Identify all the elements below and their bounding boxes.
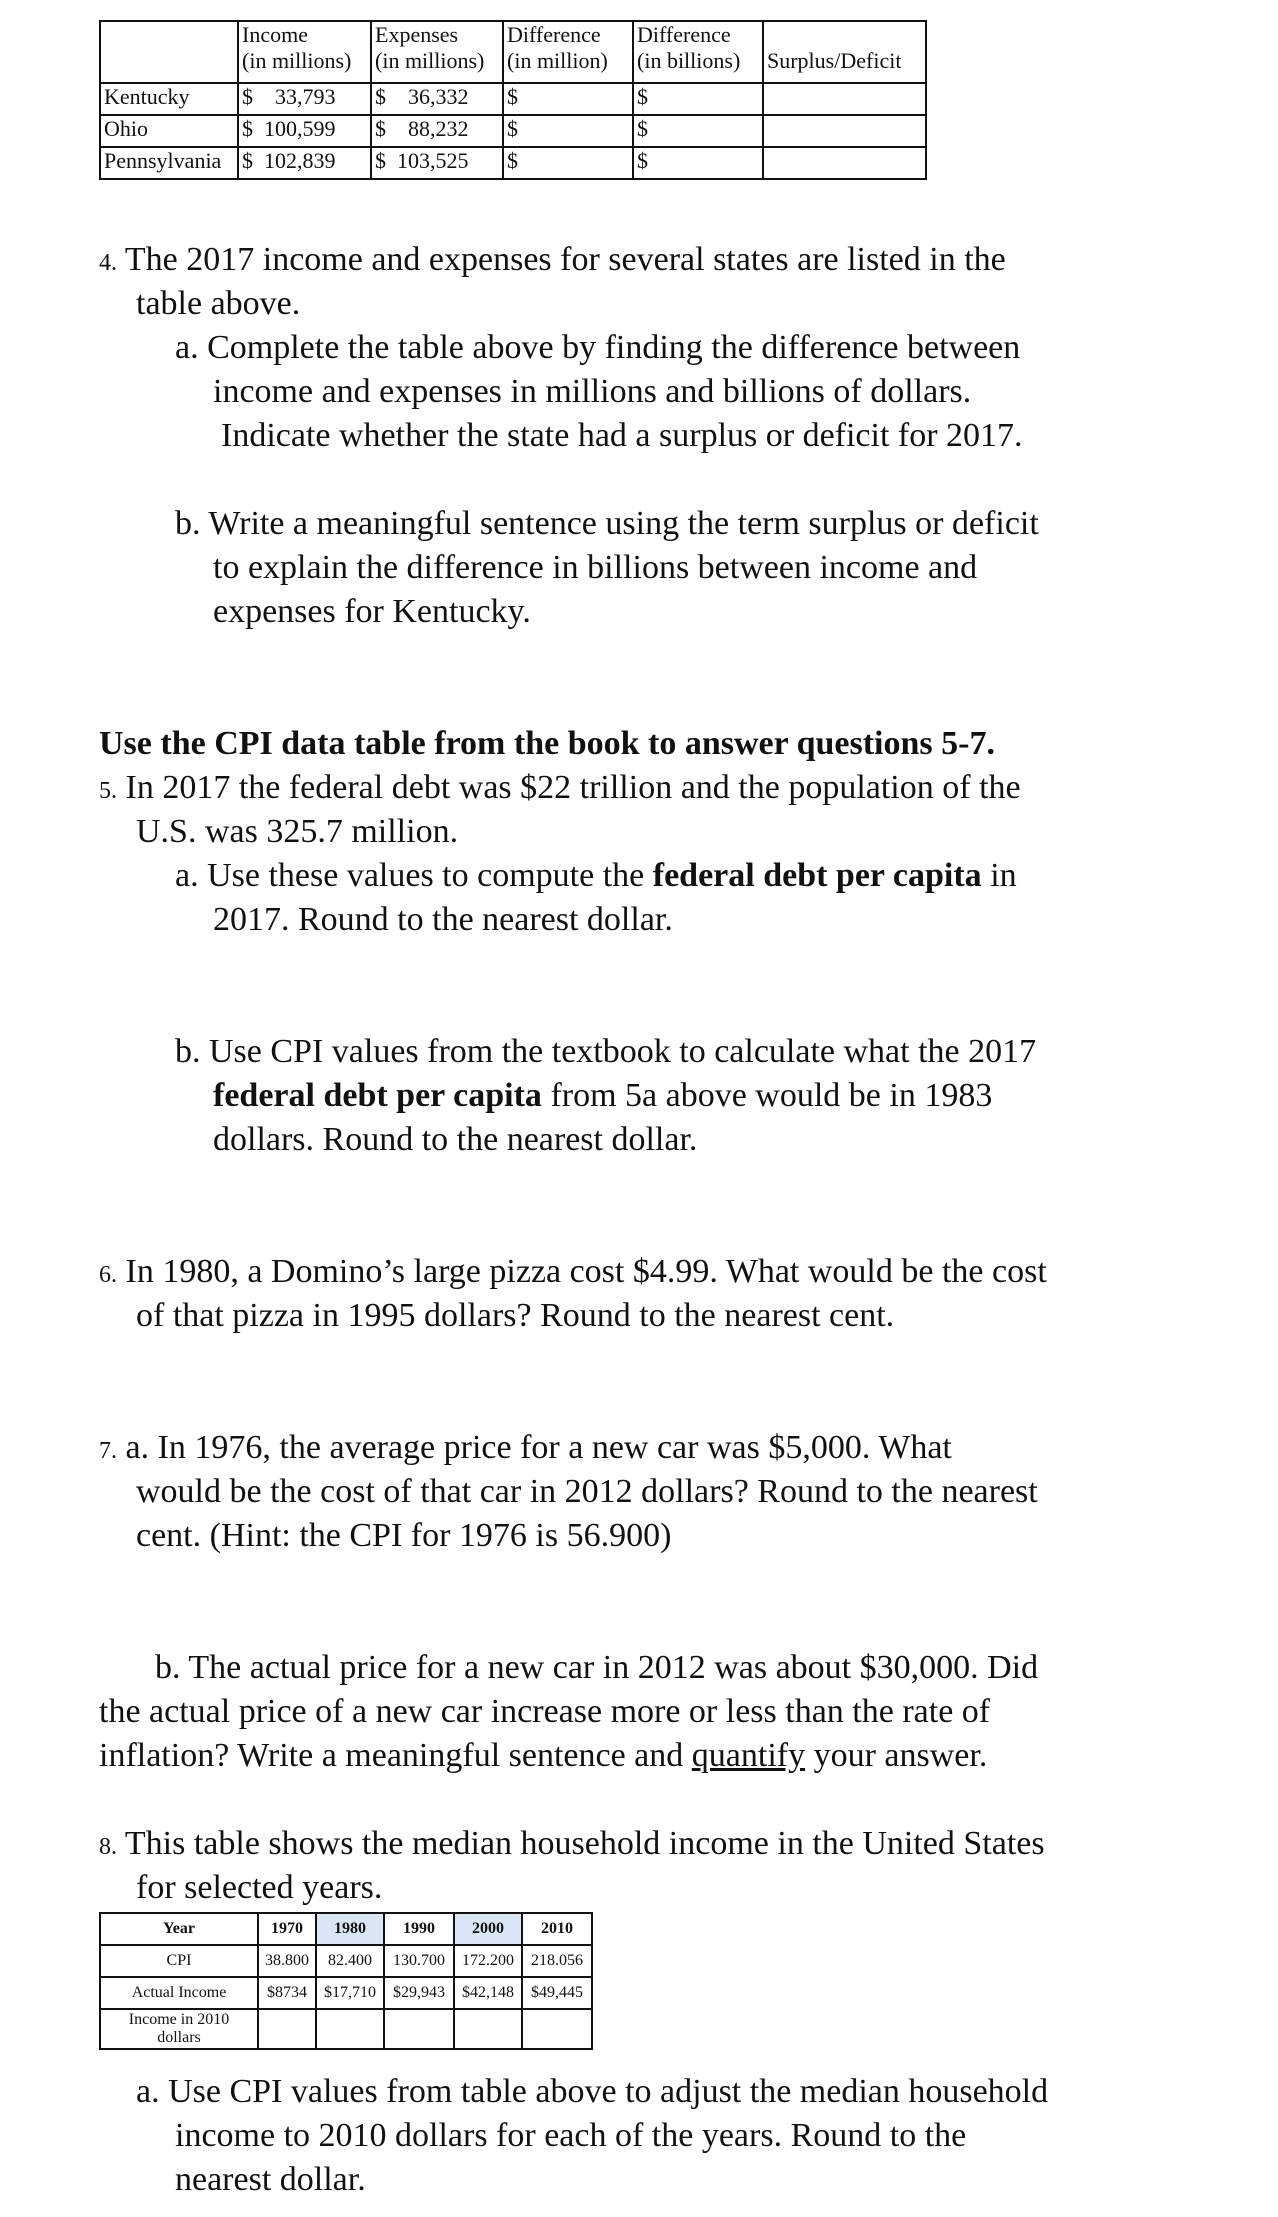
q7b-line1: b. The actual price for a new car in 2012 was about $30,000. Did: [155, 1649, 1039, 1686]
state-name: Pennsylvania: [100, 147, 238, 179]
q5a-text-post: in: [981, 857, 1017, 894]
income-cell: $49,445: [522, 1977, 592, 2009]
year-cell: 1990: [384, 1913, 454, 1945]
header-expenses-line2: (in millions): [375, 48, 485, 73]
q6-number: 6.: [99, 1262, 117, 1288]
cpi-cell: 172.200: [454, 1945, 522, 1977]
cpi-cell: 82.400: [316, 1945, 384, 1977]
diff-millions-cell[interactable]: $: [503, 115, 633, 147]
q5-line2: U.S. was 325.7 million.: [136, 813, 459, 850]
year-cell: 2000: [454, 1913, 522, 1945]
q7a-text1: a. In 1976, the average price for a new car was $5,000. What: [125, 1429, 952, 1466]
table-row: [100, 83, 926, 115]
q5b-text-post: from 5a above would be in 1983: [541, 1077, 993, 1114]
header-expenses: [371, 21, 503, 83]
q4a-line1: a. Complete the table above by finding the difference between: [175, 329, 1021, 366]
q5b-line3: dollars. Round to the nearest dollar.: [213, 1121, 698, 1158]
q5b-text-bold: federal debt per capita: [213, 1077, 542, 1114]
header-diff-billions: [633, 21, 763, 83]
table-row: [100, 115, 926, 147]
q7a-line3: cent. (Hint: the CPI for 1976 is 56.900): [136, 1517, 672, 1554]
q5b-line2: [213, 1074, 992, 1118]
cpi-label: CPI: [100, 1945, 258, 1977]
q5b-line1: b. Use CPI values from the textbook to calculate what the 2017: [175, 1033, 1037, 1070]
table-row: [100, 147, 926, 179]
header-diff-millions: [503, 21, 633, 83]
expenses-cell: $ 88,232: [371, 115, 503, 147]
q8a-line1: a. Use CPI values from table above to adjust the median household: [136, 2073, 1049, 2110]
year-label: Year: [100, 1913, 258, 1945]
header-income-line2: (in millions): [242, 48, 352, 73]
year-cell: 2010: [522, 1913, 592, 1945]
table-row: [100, 2009, 592, 2049]
median-income-table: [99, 1912, 593, 2050]
q8-line2: for selected years.: [136, 1869, 383, 1906]
q4b-line2: to explain the difference in billions between income and: [213, 549, 978, 586]
q7b-line3: [99, 1734, 987, 1778]
q4b-line3: expenses for Kentucky.: [213, 593, 531, 630]
q7b-text-underline: quantify: [691, 1737, 806, 1774]
diff-millions-cell[interactable]: $: [503, 83, 633, 115]
q8a-line2: income to 2010 dollars for each of the years. Round to the: [175, 2117, 967, 2154]
q7b-text-post: your answer.: [805, 1737, 988, 1774]
cpi-cell: 218.056: [522, 1945, 592, 1977]
expenses-cell: $ 36,332: [371, 83, 503, 115]
q6-line1: [99, 1250, 1047, 1297]
state-name: Kentucky: [100, 83, 238, 115]
q4-line2: table above.: [136, 285, 301, 322]
q7a-line2: would be the cost of that car in 2012 dollars? Round to the nearest: [136, 1473, 1038, 1510]
q7a-line1: [99, 1426, 952, 1473]
header-cell-empty: [100, 21, 238, 83]
state-budget-table: [99, 20, 927, 180]
adjusted-label-line1: Income in 2010: [128, 2011, 230, 2028]
diff-billions-cell[interactable]: $: [633, 83, 763, 115]
income-cell: $ 102,839: [238, 147, 371, 179]
diff-billions-cell[interactable]: $: [633, 115, 763, 147]
actual-income-label: Actual Income: [100, 1977, 258, 2009]
q7b-line2: the actual price of a new car increase more or less than the rate of: [99, 1693, 991, 1730]
table-row: [100, 1913, 592, 1945]
q7b-text-pre: inflation? Write a meaningful sentence and: [99, 1737, 692, 1774]
surplus-cell[interactable]: [763, 115, 926, 147]
income-cell: $42,148: [454, 1977, 522, 2009]
adjusted-income-cell[interactable]: [258, 2009, 316, 2049]
income-cell: $ 100,599: [238, 115, 371, 147]
q7-number: 7.: [99, 1438, 117, 1464]
diff-millions-cell[interactable]: $: [503, 147, 633, 179]
q4-number: 4.: [99, 250, 117, 276]
q6-text1: In 1980, a Domino’s large pizza cost $4.99. What would be the cost: [125, 1253, 1047, 1290]
surplus-cell[interactable]: [763, 147, 926, 179]
q5-number: 5.: [99, 778, 117, 804]
q8-number: 8.: [99, 1834, 117, 1860]
q5-text1: In 2017 the federal debt was $22 trillion and the population of the: [125, 769, 1021, 806]
q5a-line1: [175, 854, 1017, 898]
q4a-line2: income and expenses in millions and billions of dollars.: [213, 373, 972, 410]
adjusted-label-line2: dollars: [157, 2029, 201, 2046]
cpi-instruction: Use the CPI data table from the book to answer questions 5-7.: [99, 725, 995, 762]
q5a-text-pre: a. Use these values to compute the: [175, 857, 653, 894]
header-diffb-line2: (in billions): [637, 48, 741, 73]
table-row: [100, 1977, 592, 2009]
surplus-cell[interactable]: [763, 83, 926, 115]
cpi-cell: 130.700: [384, 1945, 454, 1977]
q4-text1: The 2017 income and expenses for several states are listed in the: [124, 241, 1006, 278]
cpi-cell: 38.800: [258, 1945, 316, 1977]
diff-billions-cell[interactable]: $: [633, 147, 763, 179]
q5a-line2: 2017. Round to the nearest dollar.: [213, 901, 673, 938]
q8a-line3: nearest dollar.: [175, 2161, 366, 2198]
income-cell: $17,710: [316, 1977, 384, 2009]
header-surplus-label: Surplus/Deficit: [767, 48, 902, 73]
header-income-line1: Income: [242, 22, 308, 47]
adjusted-income-cell[interactable]: [384, 2009, 454, 2049]
q6-line2: of that pizza in 1995 dollars? Round to the nearest cent.: [136, 1297, 895, 1334]
adjusted-income-cell[interactable]: [522, 2009, 592, 2049]
table-row: [100, 1945, 592, 1977]
q4b-line1: b. Write a meaningful sentence using the term surplus or deficit: [175, 505, 1039, 542]
header-diffm-line1: Difference: [507, 22, 601, 47]
adjusted-income-cell[interactable]: [316, 2009, 384, 2049]
income-cell: $8734: [258, 1977, 316, 2009]
year-cell: 1980: [316, 1913, 384, 1945]
header-diffm-line2: (in million): [507, 48, 608, 73]
state-name: Ohio: [100, 115, 238, 147]
header-income: [238, 21, 371, 83]
adjusted-income-label: [100, 2009, 258, 2049]
q4-line1: [99, 238, 1006, 285]
income-cell: $29,943: [384, 1977, 454, 2009]
expenses-cell: $ 103,525: [371, 147, 503, 179]
q8-line1: [99, 1822, 1045, 1869]
q8-text1: This table shows the median household income in the United States: [124, 1825, 1045, 1862]
header-expenses-line1: Expenses: [375, 22, 459, 47]
header-surplus-deficit: [763, 21, 926, 83]
q5a-text-bold: federal debt per capita: [652, 857, 982, 894]
q5-line1: [99, 766, 1021, 813]
year-cell: 1970: [258, 1913, 316, 1945]
income-cell: $ 33,793: [238, 83, 371, 115]
header-diffb-line1: Difference: [637, 22, 731, 47]
table-header-row: [100, 21, 926, 83]
q4a-line3: Indicate whether the state had a surplus or deficit for 2017.: [221, 417, 1023, 454]
adjusted-income-cell[interactable]: [454, 2009, 522, 2049]
